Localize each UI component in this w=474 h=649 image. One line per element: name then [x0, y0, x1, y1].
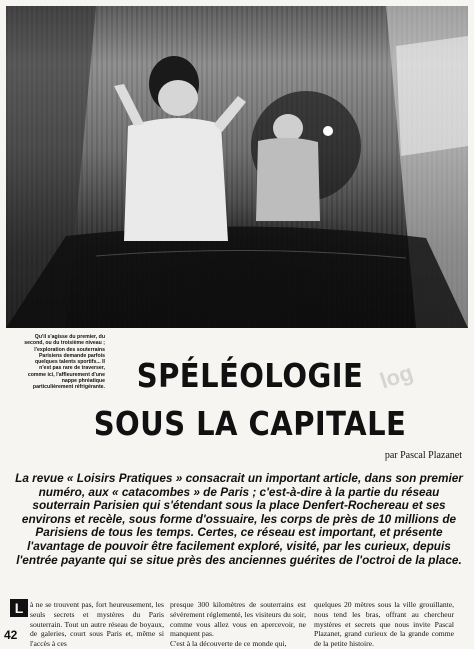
- byline: par Pascal Plazanet: [384, 450, 462, 461]
- watermark: log: [376, 359, 416, 394]
- intro-paragraph: La revue « Loisirs Pratiques » consacrait un important article, dans son premier numéro, aux « catacombes » de Paris ; c'est-à-dire à la partie du réseau souterrain Parisien qui s'étendant sous la place Denfert-Rochereau et ses environs et recèle, sous forme d'ossuaire, les corps de près de 10 millions de Parisiens de tous les temps. Certes, ce réseau est important, et présente l'avantage de pouvoir être facilement exploré, visité, par les curieux, depuis l'entrée payante qui se situe près des anciennes guérites de l'octroi de la place.: [15, 471, 463, 567]
- title-line-1: SPÉLÉOLOGIE: [136, 356, 364, 395]
- drop-cap: L: [10, 599, 28, 617]
- title-line-2: SOUS LA CAPITALE: [93, 404, 407, 443]
- cave-photo: [6, 6, 468, 328]
- body-column-1: à ne se trouvent pas, fort heureusement, les seuls secrets et mystères du Paris souterrain. Tout un autre réseau de boyaux, de galeries, court sous Paris et, même si l'accès à ces: [30, 600, 164, 649]
- body-column-3: quelques 20 mètres sous la ville grouillante, nous tend les bras, offrant au chercheur mystères et secrets que nous invite Pascal Plazanet, grand curieux de la grande comme de la petite histoire.: [314, 600, 454, 649]
- body-column-2: presque 300 kilomètres de souterrains est sévèrement réglementé, les visiteurs du soir, comme vous allez vous en apercevoir, ne manquent pas. C'est à la découverte de ce monde qui,: [170, 600, 306, 649]
- photo-caption: Qu'il s'agisse du premier, du second, ou du troisième niveau ; l'exploration des souterrains Parisiens demande parfois quelques talents sportifs... Il n'est pas rare de traverser, comme ici, l'affleurement d'une nappe phréatique particulièrement réfrigérante.: [24, 334, 105, 391]
- article-title: [83, 352, 417, 448]
- page-number: 42: [4, 628, 18, 642]
- cave-explorers-photo-icon: [6, 6, 468, 328]
